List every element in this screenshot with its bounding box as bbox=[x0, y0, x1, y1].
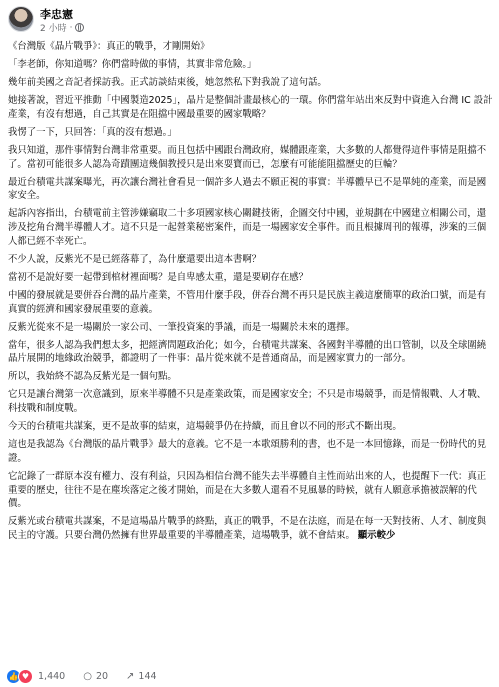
comment-count-button[interactable] bbox=[83, 671, 108, 682]
post-paragraph: 今天的台積電共謀案，更不是故事的結束，這場競爭仍在持續，而且會以不同的形式不斷出現。 bbox=[8, 421, 402, 433]
post-paragraph: 它記錄了一群原本沒有權力、沒有利益，只因為相信台灣不能失去半導體自主性而站出來的人，也提醒下一代：真正重要的歷史，往往不是在塵埃落定之後才開始，而是在大多數人還看不見風暴的時候，就有人願意承擔被誤解的代價。 bbox=[8, 470, 487, 510]
comment-count: 20 bbox=[95, 670, 109, 682]
post-time[interactable]: 2 小時 bbox=[40, 24, 67, 34]
post-paragraph: 《台灣版《晶片戰爭》：真正的戰爭，才剛開始》 bbox=[8, 41, 210, 52]
post-paragraph: 起訴內容指出，台積電前主管涉嫌竊取二十多項國家核心關鍵技術，企圖交付中國，並規劃在中國建立相關公司，還涉及挖角台灣半導體人才。這不只是一起營業秘密案件，而是一場國家安全事件。而且根據周刊的報導，涉案的三個人都已經不幸死亡。 bbox=[8, 208, 487, 247]
share-count: 144 bbox=[138, 670, 157, 682]
post-paragraph: 反紫光從來不是一場關於一家公司、一筆投資案的爭議，而是一場關於未來的選擇。 bbox=[8, 321, 355, 333]
globe-icon bbox=[75, 23, 84, 32]
post-paragraph: 最近台積電共謀案曝光，再次讓台灣社會看見一個許多人過去不願正視的事實：半導體早已不是單純的產業，而是國家安全。 bbox=[8, 176, 487, 202]
comment-icon: ○ bbox=[83, 670, 92, 682]
post-paragraph: 她接著說，習近平推動「中國製造2025」，晶片是整個計畫最核心的一環。你們當年站出來反對中資進入台灣 IC 設計產業，有沒有想過，自己其實是在阻擋中國最重要的國家戰略？ bbox=[8, 95, 493, 120]
post-paragraph: 這也是我認為《台灣版的晶片戰爭》最大的意義。它不是一本歌頌勝利的書，也不是一本回憶錄，而是一份時代的見證。 bbox=[8, 439, 487, 464]
author-name[interactable]: 李忠憲 bbox=[40, 8, 73, 21]
post-paragraph-last bbox=[8, 515, 494, 542]
avatar[interactable] bbox=[8, 6, 34, 32]
post-paragraph: 它只是讓台灣第一次意識到，原來半導體不只是產業政策，而是國家安全；不只是市場競爭，而是情報戰、人才戰、科技戰和制度戰。 bbox=[8, 389, 487, 415]
post-paragraph: 當初不是說好要一起帶到棺材裡面嗎？是自卑感太重，還是要刷存在感？ bbox=[8, 271, 309, 283]
post-paragraph: 「李老師，你知道嗎？你們當時做的事情，其實非常危險。」 bbox=[8, 59, 257, 71]
post-paragraph: 我愣了一下，只回答：「真的沒有想過。」 bbox=[8, 126, 177, 138]
see-less-link[interactable]: 顯示較少 bbox=[357, 529, 396, 541]
post-paragraph: 我只知道，那件事情對台灣非常重要。而且包括中國跟台灣政府，媒體跟產業，大多數的人都覺得這件事情是阻擋不了。當初可能很多人認為奇蹟團這幾個教授只是出來耍寶而已，怎麼有可能能阻擋歷史的巨輪？ bbox=[8, 145, 487, 170]
reaction-count: 1,440 bbox=[38, 670, 66, 682]
post-paragraph: 當年，很多人認為我們想太多，把經濟問題政治化；如今，台積電共謀案、各國對半導體的出口管制，以及全球圍繞晶片展開的地緣政治競爭，都證明了一件事：晶片從來就不是普通商品，而是國家實力的一部分。 bbox=[8, 339, 487, 365]
post-body bbox=[8, 40, 494, 547]
post-paragraph: 不少人說，反紫光不是已經落幕了，為什麼還要出這本書啊？ bbox=[8, 253, 262, 265]
share-count-button[interactable] bbox=[126, 671, 157, 682]
like-icon: 👍 bbox=[6, 669, 21, 684]
post-footer bbox=[0, 666, 499, 686]
love-icon: ♥ bbox=[18, 669, 33, 684]
post-paragraph-text: 反紫光或台積電共謀案，不是這場晶片戰爭的終點，真正的戰爭，不是在法庭，而是在每一天對技術、人才、制度與民主的守護。只要台灣仍然擁有世界最重要的半導體產業，這場戰爭，就不會結束。 bbox=[8, 516, 487, 541]
reaction-summary[interactable] bbox=[6, 669, 65, 684]
post-paragraph: 中國的發展就是要併吞台灣的晶片產業，不管用什麼手段，併吞台灣不再只是民族主義這麼簡單的政治口號，而是有真實的經濟和國家發展重要的意義。 bbox=[8, 289, 487, 315]
share-icon: ↗ bbox=[126, 670, 135, 682]
post-paragraph: 幾年前美國之音記者採訪我。正式訪談結束後，她忽然私下對我說了這句話。 bbox=[8, 77, 327, 89]
post-header bbox=[0, 0, 499, 38]
post-meta: 2 小時 · bbox=[40, 21, 84, 34]
post-paragraph: 所以，我始終不認為反紫光是一個句點。 bbox=[8, 371, 177, 383]
